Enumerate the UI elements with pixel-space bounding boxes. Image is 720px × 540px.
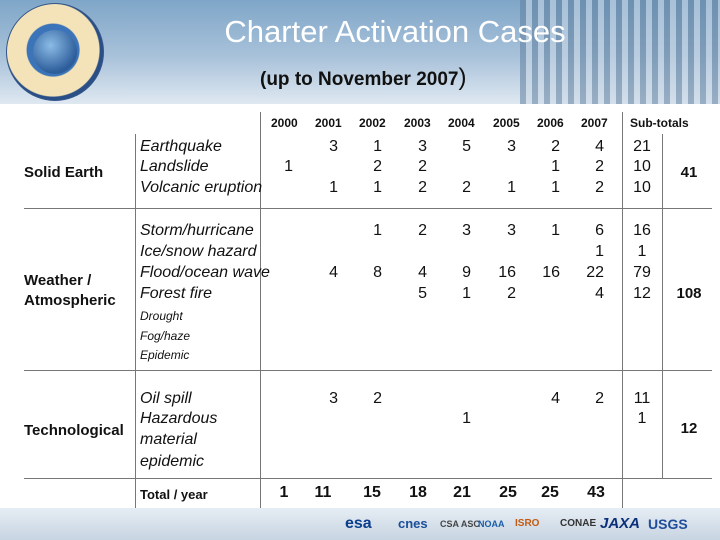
subtotal-cell: 21 — [633, 138, 651, 155]
year-total-cell: 11 — [314, 484, 332, 501]
hazard-item: Fog/haze — [140, 329, 191, 343]
year-header: 2000 — [271, 116, 298, 130]
count-cell: 1 — [284, 158, 293, 175]
year-header: 2004 — [448, 116, 475, 130]
category-total: 12 — [680, 420, 698, 437]
count-cell: 9 — [462, 264, 471, 281]
isro-logo: ISRO — [515, 518, 540, 529]
count-cell: 1 — [462, 410, 471, 427]
count-cell: 1 — [373, 179, 382, 196]
count-cell: 4 — [595, 285, 604, 302]
count-cell: 16 — [542, 264, 560, 281]
jaxa-logo: JAXA — [600, 515, 641, 532]
divider-v3 — [622, 112, 623, 508]
count-cell: 22 — [586, 264, 604, 281]
hazard-item: Volcanic eruption — [140, 179, 263, 196]
subtotal-cell: 10 — [633, 179, 651, 196]
csa-logo: CSA ASC — [440, 519, 480, 529]
category-total: 108 — [676, 285, 702, 302]
subtotal-cell: 11 — [633, 390, 651, 407]
year-header: 2002 — [359, 116, 386, 130]
page-title: Charter Activation Cases — [224, 14, 566, 49]
count-cell: 2 — [418, 222, 427, 239]
esa-logo: esa — [345, 515, 372, 532]
year-header: 2005 — [493, 116, 520, 130]
count-cell: 2 — [373, 158, 382, 175]
total-row-label: Total / year — [140, 487, 208, 502]
globe-icon — [33, 30, 77, 74]
year-total-cell: 1 — [279, 484, 289, 501]
cnes-logo: cnes — [398, 516, 428, 531]
subtotal-cell: 1 — [637, 410, 647, 427]
hazard-item: Earthquake — [140, 138, 222, 155]
hazard-item: material — [140, 431, 197, 448]
noaa-logo: NOAA — [478, 519, 505, 529]
count-cell: 3 — [329, 390, 338, 407]
count-cell: 16 — [498, 264, 516, 281]
hazard-item: Epidemic — [140, 348, 190, 362]
year-total-cell: 25 — [499, 484, 517, 501]
divider-h3 — [24, 478, 712, 479]
count-cell: 2 — [462, 179, 471, 196]
count-cell: 1 — [373, 138, 382, 155]
year-total-cell: 25 — [541, 484, 559, 501]
hazard-item: epidemic — [140, 453, 205, 470]
year-total-cell: 21 — [453, 484, 471, 501]
count-cell: 1 — [373, 222, 382, 239]
count-cell: 2 — [373, 390, 382, 407]
subtotal-cell: 10 — [633, 158, 651, 175]
count-cell: 1 — [595, 243, 604, 260]
year-total-cell: 15 — [363, 484, 381, 501]
subtitle-text: (up to November 2007 — [260, 69, 459, 90]
count-cell: 4 — [551, 390, 560, 407]
count-cell: 1 — [507, 179, 516, 196]
count-cell: 2 — [418, 158, 427, 175]
count-cell: 1 — [329, 179, 338, 196]
year-header: 2001 — [315, 116, 342, 130]
charter-logo — [6, 3, 104, 101]
count-cell: 3 — [418, 138, 427, 155]
page-subtitle — [260, 64, 467, 92]
count-cell: 3 — [507, 138, 516, 155]
category-total: 41 — [680, 164, 698, 181]
count-cell: 1 — [551, 158, 560, 175]
count-cell: 3 — [329, 138, 338, 155]
count-cell: 1 — [551, 179, 560, 196]
year-total-cell: 18 — [409, 484, 427, 501]
conae-logo: CONAE — [560, 518, 597, 529]
subtotals-header: Sub-totals — [630, 116, 689, 130]
hazard-item: Flood/ocean wave — [140, 264, 270, 281]
count-cell: 4 — [418, 264, 427, 281]
year-header: 2003 — [404, 116, 431, 130]
hazard-item: Storm/hurricane — [140, 222, 254, 239]
count-cell: 1 — [551, 222, 560, 239]
count-cell: 8 — [373, 264, 382, 281]
divider-v4 — [662, 134, 663, 478]
subtitle-paren: ) — [458, 64, 467, 91]
count-cell: 2 — [595, 179, 604, 196]
divider-v2 — [260, 112, 261, 508]
count-cell: 3 — [507, 222, 516, 239]
row-label-technological: Technological — [24, 422, 124, 439]
subtotal-cell: 12 — [633, 285, 651, 302]
hazard-item: Forest fire — [140, 285, 213, 302]
year-header: 2007 — [581, 116, 608, 130]
hazard-item: Drought — [140, 309, 183, 323]
count-cell: 2 — [551, 138, 560, 155]
subtotal-cell: 1 — [637, 243, 647, 260]
divider-v1 — [135, 134, 136, 508]
hazard-item: Landslide — [140, 158, 209, 175]
count-cell: 4 — [595, 138, 604, 155]
count-cell: 1 — [462, 285, 471, 302]
divider-h2 — [24, 370, 712, 371]
count-cell: 4 — [329, 264, 338, 281]
year-total-cell: 43 — [587, 484, 605, 501]
row-label-atmospheric: Atmospheric — [24, 292, 116, 309]
count-cell: 6 — [595, 222, 604, 239]
row-label-solid-earth: Solid Earth — [24, 164, 104, 181]
subtotal-cell: 79 — [633, 264, 651, 281]
year-header: 2006 — [537, 116, 564, 130]
subtotal-cell: 16 — [633, 222, 651, 239]
row-label-weather: Weather / — [24, 272, 92, 289]
count-cell: 2 — [595, 390, 604, 407]
usgs-logo: USGS — [648, 516, 688, 532]
count-cell: 2 — [507, 285, 516, 302]
count-cell: 2 — [595, 158, 604, 175]
divider-h1 — [24, 208, 712, 209]
count-cell: 5 — [418, 285, 427, 302]
hazard-item: Oil spill — [140, 390, 192, 407]
count-cell: 3 — [462, 222, 471, 239]
count-cell: 5 — [462, 138, 471, 155]
count-cell: 2 — [418, 179, 427, 196]
hazard-item: Hazardous — [140, 410, 218, 427]
hazard-item: Ice/snow hazard — [140, 243, 257, 260]
